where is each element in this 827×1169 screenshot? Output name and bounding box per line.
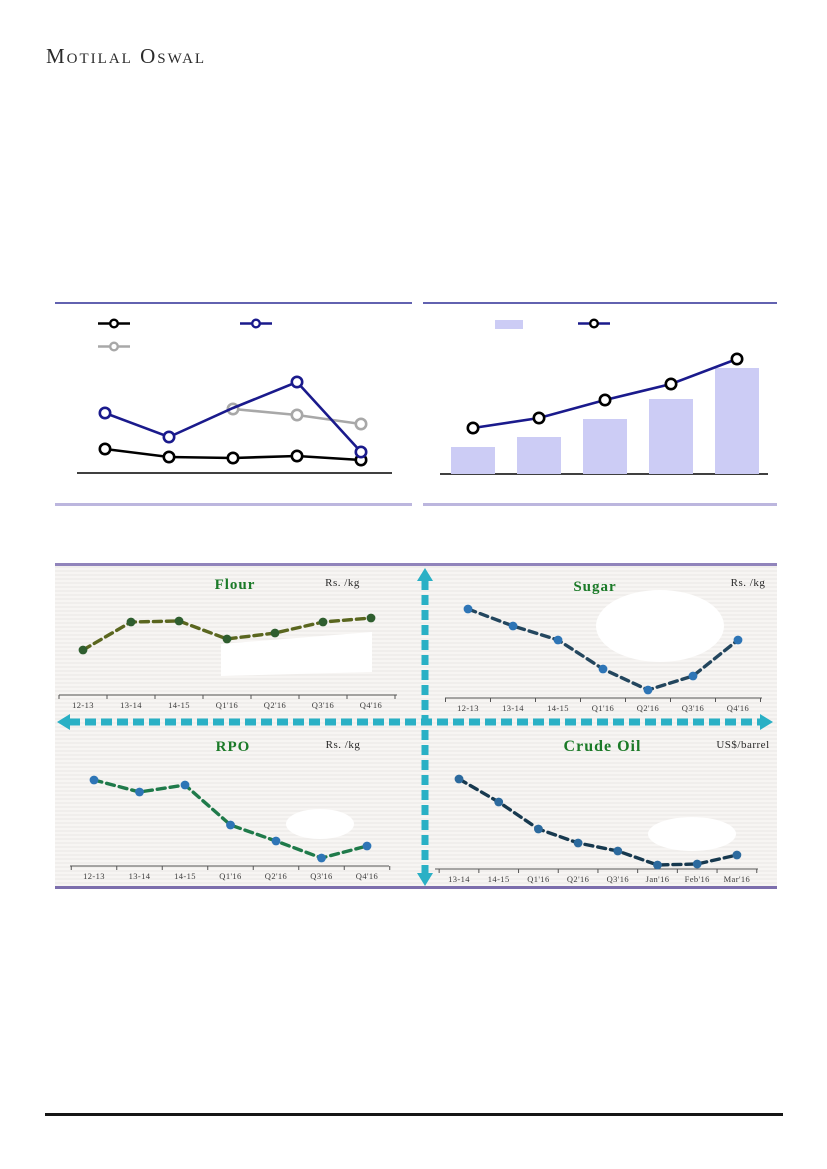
svg-text:12-13: 12-13 — [83, 871, 105, 881]
svg-text:Q1'16: Q1'16 — [219, 871, 242, 881]
svg-text:13-14: 13-14 — [448, 874, 470, 884]
svg-text:14-15: 14-15 — [174, 871, 196, 881]
svg-text:Q3'16: Q3'16 — [310, 871, 333, 881]
svg-text:12-13: 12-13 — [72, 700, 94, 710]
rpo-title: RPO — [215, 739, 251, 755]
exhibit1-legend-navy — [239, 318, 273, 329]
svg-text:13-14: 13-14 — [128, 871, 151, 881]
erased-annotation-rpo — [286, 809, 354, 839]
brand-logo: Motilal Oswal — [46, 44, 207, 68]
svg-text:Q4'16: Q4'16 — [726, 703, 750, 713]
exhibit2-top-rule — [423, 302, 777, 304]
erased-annotation-sugar — [596, 590, 724, 662]
bar-swatch-icon — [495, 320, 523, 329]
top-left-lines — [77, 377, 392, 473]
svg-text:Q4'16: Q4'16 — [355, 871, 379, 881]
svg-text:Q1'16: Q1'16 — [215, 700, 239, 710]
svg-text:Q4'16: Q4'16 — [359, 700, 383, 710]
svg-text:Q3'16: Q3'16 — [606, 874, 630, 884]
svg-text:13-14: 13-14 — [120, 700, 142, 710]
exhibit2-legend-line — [577, 318, 611, 329]
exhibit2-bottom-rule — [423, 503, 777, 506]
sugar-title: Sugar — [573, 579, 617, 595]
svg-text:Mar'16: Mar'16 — [723, 874, 751, 884]
top-right-bar-line — [440, 354, 768, 474]
svg-text:Q2'16: Q2'16 — [636, 703, 660, 713]
svg-text:Q2'16: Q2'16 — [263, 700, 287, 710]
svg-text:Q2'16: Q2'16 — [264, 871, 288, 881]
rpo-unit-label: Rs. /kg — [325, 739, 361, 751]
black-line-marker-icon — [97, 318, 131, 329]
crude-oil-title: Crude Oil — [563, 738, 642, 755]
svg-text:14-15: 14-15 — [487, 874, 510, 884]
navy-black-marker-icon — [577, 318, 611, 329]
flour-title: Flour — [214, 577, 256, 593]
commodity-quadrant-panel — [55, 563, 777, 889]
footer-rule — [45, 1113, 783, 1116]
svg-text:12-13: 12-13 — [457, 703, 479, 713]
svg-text:Jan'16: Jan'16 — [645, 874, 670, 884]
exhibit1-legend-black — [97, 318, 131, 329]
sugar-unit-label: Rs. /kg — [730, 577, 766, 589]
svg-text:Q3'16: Q3'16 — [311, 700, 335, 710]
exhibit2-legend-bar — [495, 320, 523, 329]
crude-oil-unit-label: US$/barrel — [716, 739, 770, 751]
flour-unit-label: Rs. /kg — [325, 577, 360, 589]
navy-line-marker-icon — [239, 318, 273, 329]
svg-text:Q1'16: Q1'16 — [591, 703, 615, 713]
exhibit2-bar-line-chart — [423, 330, 777, 505]
svg-text:Q3'16: Q3'16 — [681, 703, 705, 713]
quadrant-charts — [55, 566, 777, 886]
svg-text:14-15: 14-15 — [168, 700, 190, 710]
svg-text:14-15: 14-15 — [547, 703, 569, 713]
erased-annotation-crude — [648, 817, 736, 851]
svg-text:13-14: 13-14 — [502, 703, 524, 713]
exhibit1-line-chart — [55, 330, 412, 505]
svg-text:Q2'16: Q2'16 — [566, 874, 590, 884]
exhibit1-top-rule — [55, 302, 412, 304]
svg-text:Q1'16: Q1'16 — [527, 874, 550, 884]
exhibit1-bottom-rule — [55, 503, 412, 506]
svg-text:Feb'16: Feb'16 — [684, 874, 710, 884]
